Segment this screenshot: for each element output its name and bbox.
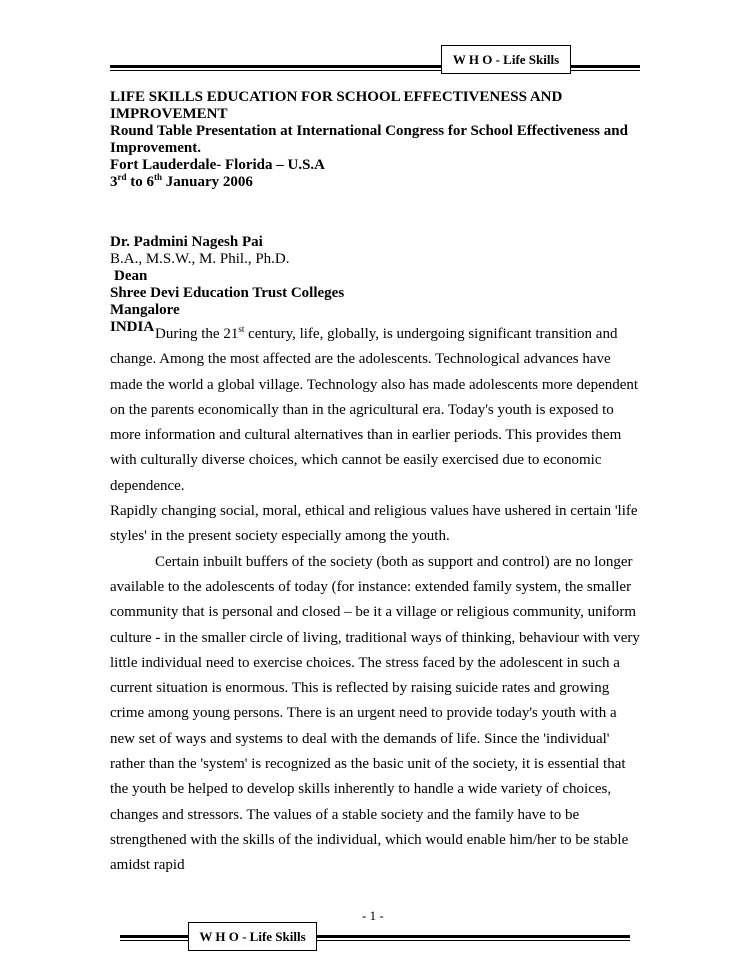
- author-city: Mangalore: [110, 302, 180, 318]
- author-role: Dean: [114, 268, 148, 284]
- paragraph-2: Rapidly changing social, moral, ethical and religious values have ushered in certain 'life styles' in the present society especially among the youth.: [110, 503, 638, 545]
- author-degrees: B.A., M.S.W., M. Phil., Ph.D.: [110, 251, 290, 267]
- main-title: LIFE SKILLS EDUCATION FOR SCHOOL EFFECTIVENESS AND IMPROVEMENT: [110, 89, 563, 122]
- paragraph-3: Certain inbuilt buffers of the society (both as support and control) are no longer available to the adolescents of today (for instance: extended family system, the smaller community that is personal and closed – be it a village or religious community, uniform culture - in the smaller circle of living, traditional ways of thinking, behaviour with very little individual need to exercise choices. The stress faced by the adolescent in such a current situation is enormous. This is reflected by raising suicide rates and growing crime among young persons. There is an urgent need to provide today's youth with a new set of ways and systems to deal with the demands of life. Since the 'individual' rather than the 'system' is recognized as the basic unit of the society, it is essential that the youth be helped to develop skills inherently to handle a wide variety of choices, changes and stressors. The values of a stable society and the family have to be strengthened with the skills of the individual, which would enable him/her to be stable amidst rapid: [110, 553, 640, 874]
- footer-label: W H O - Life Skills: [188, 922, 317, 951]
- event-date: 3rd to 6th January 2006: [110, 172, 253, 190]
- author-block: [110, 234, 650, 336]
- venue: Fort Lauderdale- Florida – U.S.A: [110, 157, 325, 173]
- body-text: [110, 322, 640, 879]
- author-country: INDIA: [110, 319, 155, 335]
- author-name: Dr. Padmini Nagesh Pai: [110, 234, 263, 250]
- paragraph-1: During the 21st century, life, globally, is undergoing significant transition and change. Among the most affected are the adolescents. Technological advances have made the world a global village. Technology also has made adolescents more dependent on the parents economically than in the agricultural era. Today's youth is exposed to more information and cultural alternatives than in earlier periods. This provides them with culturally diverse choices, which cannot be easily exercised due to economic dependence.: [110, 324, 639, 494]
- presentation-title: Round Table Presentation at International Congress for School Effectiveness and Improvement.: [110, 123, 628, 156]
- page-number: - 1 -: [362, 908, 384, 923]
- title-block: [110, 89, 650, 191]
- header-label: W H O - Life Skills: [441, 45, 571, 74]
- author-institution: Shree Devi Education Trust Colleges: [110, 285, 345, 301]
